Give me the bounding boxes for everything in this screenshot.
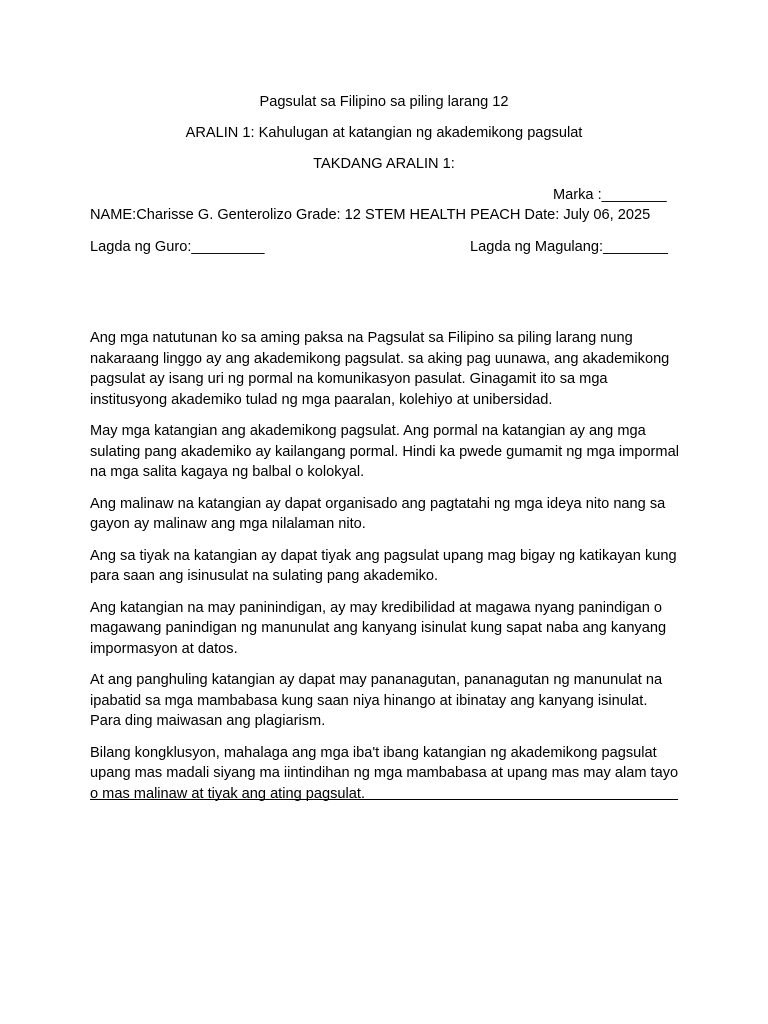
essay-paragraph: Ang mga natutunan ko sa aming paksa na Pagsulat sa Filipino sa piling larang nung nakaraang linggo ay ang akademikong pagsulat. sa aking pag uunawa, ang akademikong pagsulat ay isang uri ng pormal na komunikasyon pasulat. Ginagamit ito sa mga institusyong akademiko tulad ng mga paaralan, kolehiyo at unibersidad. xyxy=(90,330,670,408)
essay-paragraph: Ang sa tiyak na katangian ay dapat tiyak ang pagsulat upang mag bigay ng katikayan kung para saan ang isinusulat na sulating pang akademiko. xyxy=(90,547,677,584)
marka-field: Marka :________ xyxy=(553,187,667,203)
essay-paragraph: Ang malinaw na katangian ay dapat organisado ang pagtatahi ng mga ideya nito nang sa gayon ay malinaw ang mga nilalaman nito. xyxy=(90,495,666,532)
parent-signature-field: Lagda ng Magulang:________ xyxy=(470,239,669,255)
essay-paragraph: At ang panghuling katangian ay dapat may pananagutan, pananagutan ng manunulat na ipabatid sa mga mambabasa kung saan niya hinango at ibinatay ang kanyang isinulat. Para ding maiwasan ang plagiarism. xyxy=(90,672,663,729)
essay-body xyxy=(90,328,680,804)
essay-paragraph: Bilang kongklusyon, mahalaga ang mga iba't ibang katangian ng akademikong pagsulat upang mas madali siyang ma iintindihan ng mga mambabasa at upang mas may alam tayo o mas malinaw at tiyak ang ating pagsulat. xyxy=(90,744,679,802)
assignment-title: TAKDANG ARALIN 1: xyxy=(313,156,455,172)
student-info-line: NAME:Charisse G. Genterolizo Grade: 12 STEM HEALTH PEACH Date: July 06, 2025 xyxy=(90,207,651,223)
subject-title: Pagsulat sa Filipino sa piling larang 12 xyxy=(259,94,509,110)
teacher-signature-field: Lagda ng Guro:_________ xyxy=(90,239,265,255)
essay-paragraph: Ang katangian na may paninindigan, ay may kredibilidad at magawa nyang panindigan o magawang panindigan ng manunulat ang kanyang isinulat kung sapat naba ang kanyang impormasyon at datos. xyxy=(90,599,667,657)
bottom-divider xyxy=(90,799,678,800)
lesson-title: ARALIN 1: Kahulugan at katangian ng akademikong pagsulat xyxy=(185,125,583,141)
essay-paragraph: May mga katangian ang akademikong pagsulat. Ang pormal na katangian ay ang mga sulating pang akademiko ay kailangang pormal. Hindi ka pwede gumamit ng mga impormal na mga salita kagaya ng balbal o kolokyal. xyxy=(90,423,679,480)
